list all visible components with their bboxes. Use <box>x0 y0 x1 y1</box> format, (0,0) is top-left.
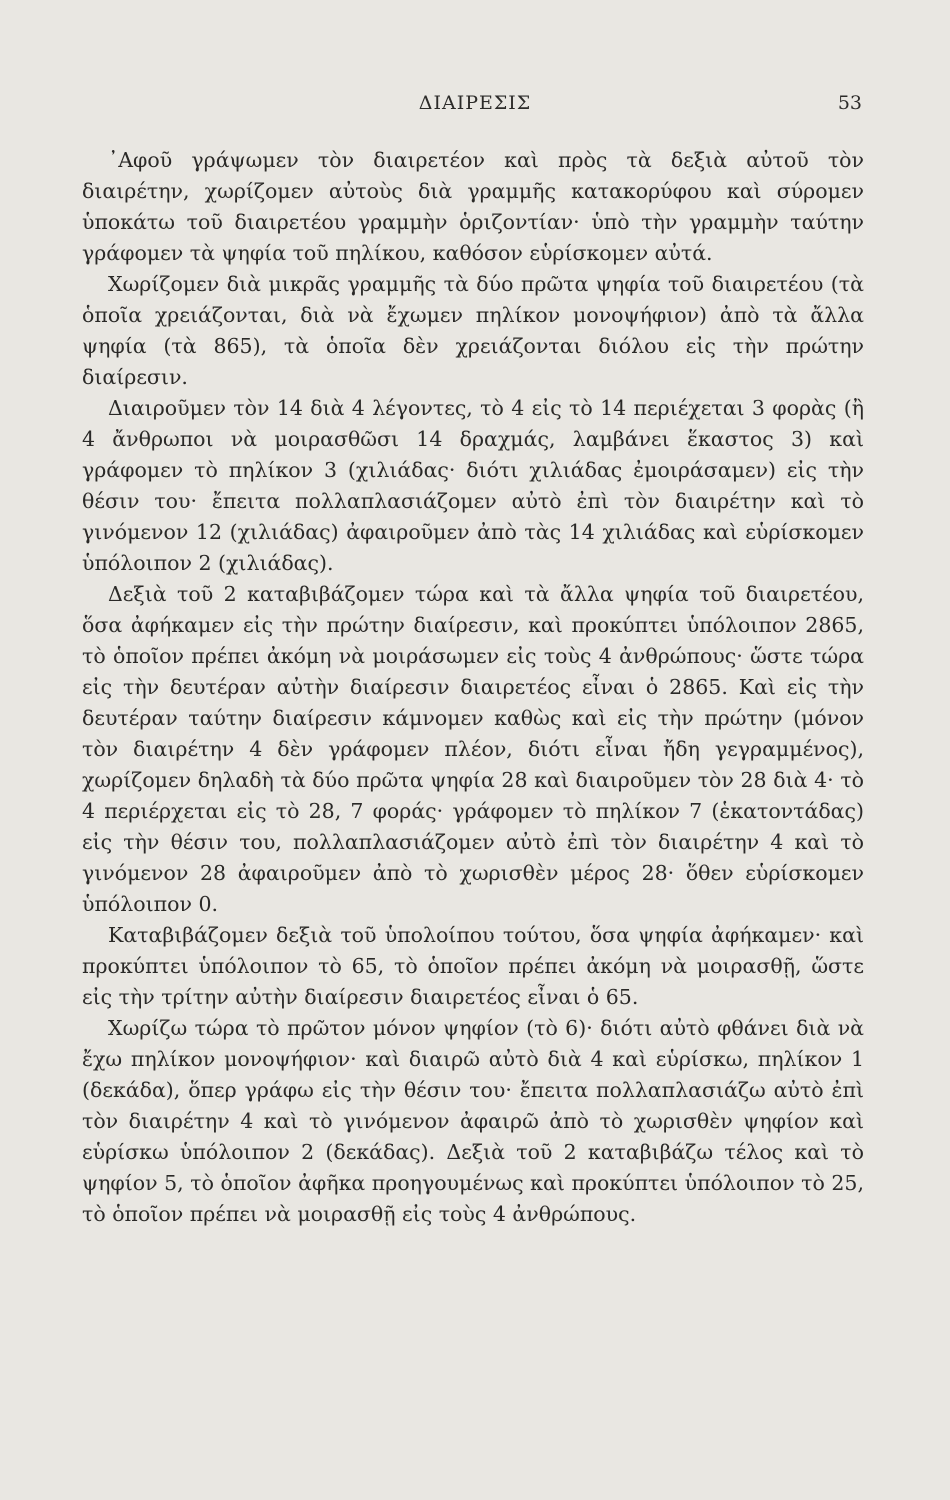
paragraph: Χωρίζομεν διὰ μικρᾶς γραμμῆς τὰ δύο πρῶτα ψηφία τοῦ διαιρετέου (τὰ ὁποῖα χρειάζονται, διὰ νὰ ἔχωμεν πηλίκον μονοψήφιον) ἀπὸ τὰ ἄλλα ψηφία (τὰ 865), τὰ ὁποῖα δὲν χρειάζονται διόλου εἰς τὴν πρώτην διαίρεσιν. <box>82 272 864 389</box>
paragraph: Δεξιὰ τοῦ 2 καταβιβάζομεν τώρα καὶ τὰ ἄλλα ψηφία τοῦ διαιρετέου, ὅσα ἀφήκαμεν εἰς τὴν πρώτην διαίρεσιν, καὶ προκύπτει ὑπόλοιπον 2865, τὸ ὁποῖον πρέπει ἀκόμη νὰ μοιράσωμεν εἰς τοὺς 4 ἀνθρώπους· ὥστε τώρα εἰς τὴν δευτέραν αὐτὴν διαίρεσιν διαιρετέος εἶναι ὁ 2865. Καὶ εἰς τὴν δευτέραν ταύτην διαίρεσιν κάμνομεν καθὼς καὶ εἰς τὴν πρώτην (μόνον τὸν διαιρέτην 4 δὲν γράφομεν πλέον, διότι εἶναι ἤδη γεγραμμένος), χωρίζομεν δηλαδὴ τὰ δύο πρῶτα ψηφία 28 καὶ διαιροῦμεν τὸν 28 διὰ 4· τὸ 4 περιέρχεται εἰς τὸ 28, 7 φοράς· γράφομεν τὸ πηλίκον 7 (ἑκατοντάδας) εἰς τὴν θέσιν του, πολλαπλασιάζομεν αὐτὸ ἐπὶ τὸν διαιρέτην 4 καὶ τὸ γινόμενον 28 ἀφαιροῦμεν ἀπὸ τὸ χωρισθὲν μέρος 28· ὅθεν εὑρίσκομεν ὑπόλοιπον 0. <box>82 582 864 916</box>
running-header <box>0 92 950 122</box>
paragraph: Χωρίζω τώρα τὸ πρῶτον μόνον ψηφίον (τὸ 6)· διότι αὐτὸ φθάνει διὰ νὰ ἔχω πηλίκον μονοψήφιον· καὶ διαιρῶ αὐτὸ διὰ 4 καὶ εὑρίσκω, πηλίκον 1 (δεκάδα), ὅπερ γράφω εἰς τὴν θέσιν του· ἔπειτα πολλαπλασιάζω αὐτὸ ἐπὶ τὸν διαιρέτην 4 καὶ τὸ γινόμενον ἀφαιρῶ ἀπὸ τὸ χωρισθὲν ψηφίον καὶ εὑρίσκω ὑπόλοιπον 2 (δεκάδας). Δεξιὰ τοῦ 2 καταβιβάζω τέλος καὶ τὸ ψηφίον 5, τὸ ὁποῖον ἀφῆκα προηγουμένως καὶ προκύπτει ὑπόλοιπον τὸ 25, τὸ ὁποῖον πρέπει νὰ μοιρασθῇ εἰς τοὺς 4 ἀνθρώπους. <box>82 1016 864 1226</box>
paragraph: ᾿Αφοῦ γράψωμεν τὸν διαιρετέον καὶ πρὸς τὰ δεξιὰ αὐτοῦ τὸν διαιρέτην, χωρίζομεν αὐτοὺς διὰ γραμμῆς κατακορύφου καὶ σύρομεν ὑποκάτω τοῦ διαιρετέου γραμμὴν ὁριζοντίαν· ὑπὸ τὴν γραμμὴν ταύτην γράφομεν τὰ ψηφία τοῦ πηλίκου, καθόσον εὑρίσκομεν αὐτά. <box>82 148 864 265</box>
paragraph: Διαιροῦμεν τὸν 14 διὰ 4 λέγοντες, τὸ 4 εἰς τὸ 14 περιέχεται 3 φορὰς (ἢ 4 ἄνθρωποι νὰ μοιρασθῶσι 14 δραχμάς, λαμβάνει ἕκαστος 3) καὶ γράφομεν τὸ πηλίκον 3 (χιλιάδας· διότι χιλιάδας ἐμοιράσαμεν) εἰς τὴν θέσιν του· ἔπειτα πολλαπλασιάζομεν αὐτὸ ἐπὶ τὸν διαιρέτην καὶ τὸ γινόμενον 12 (χιλιάδας) ἀφαιροῦμεν ἀπὸ τὰς 14 χιλιάδας καὶ εὑρίσκομεν ὑπόλοιπον 2 (χιλιάδας). <box>82 396 864 575</box>
paragraph: Καταβιβάζομεν δεξιὰ τοῦ ὑπολοίπου τούτου, ὅσα ψηφία ἀφήκαμεν· καὶ προκύπτει ὑπόλοιπον τὸ 65, τὸ ὁποῖον πρέπει ἀκόμη νὰ μοιρασθῇ, ὥστε εἰς τὴν τρίτην αὐτὴν διαίρεσιν διαιρετέος εἶναι ὁ 65. <box>82 923 864 1009</box>
body-text <box>82 145 864 1230</box>
page-number: 53 <box>837 92 862 114</box>
running-title: ΔΙΑΙΡΕΣΙΣ <box>418 92 532 114</box>
